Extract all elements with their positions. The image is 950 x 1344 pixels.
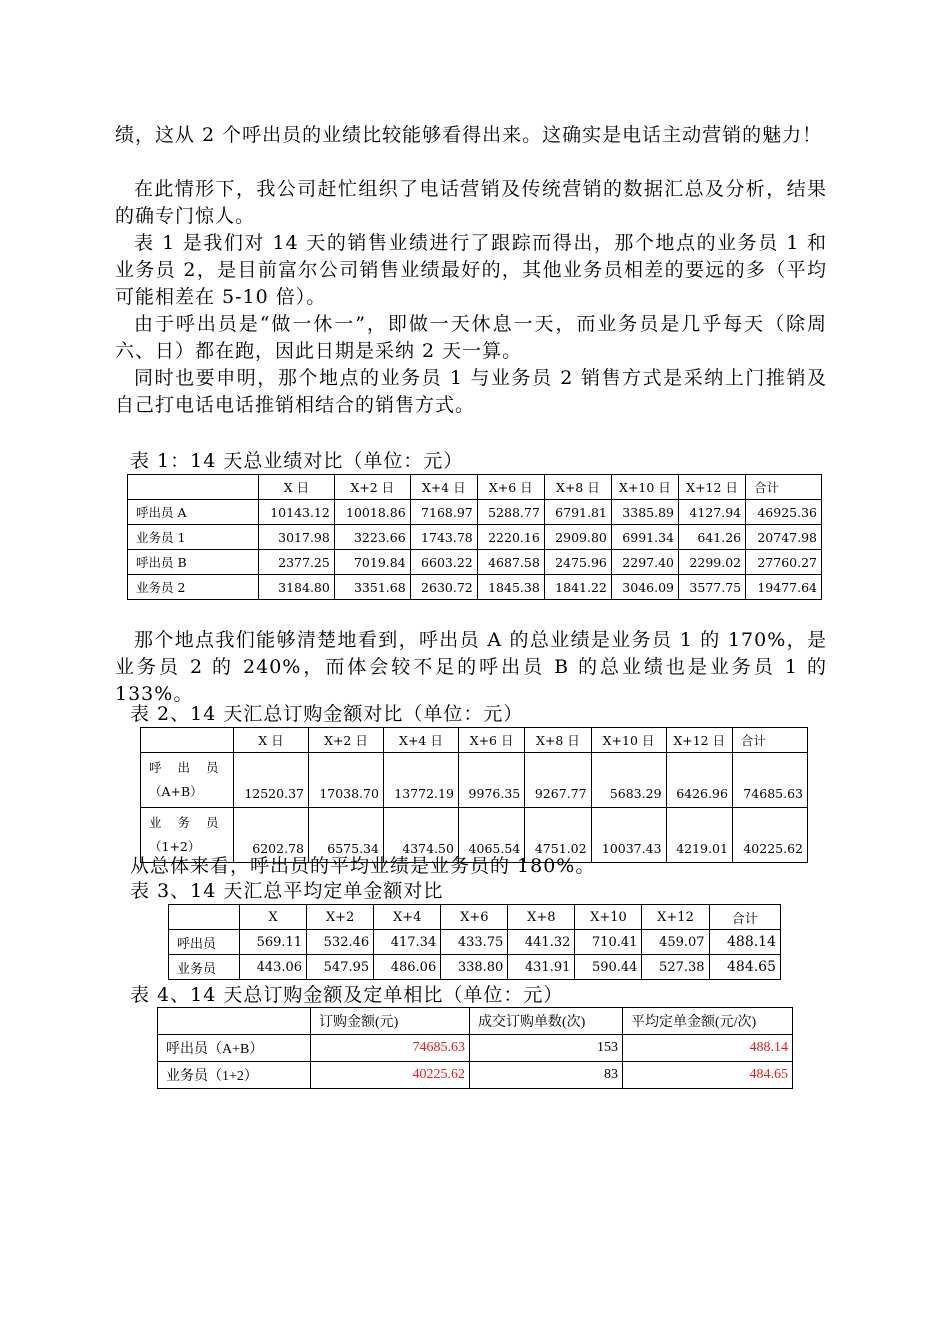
table1-header-cell: X+12 日 <box>679 475 746 500</box>
table-cell: 4751.02 <box>525 808 591 863</box>
table-cell: 486.06 <box>374 955 441 980</box>
table-row <box>128 575 822 600</box>
row-label: 业务员 1 <box>128 525 259 550</box>
table-cell: 74685.63 <box>311 1035 470 1062</box>
table1-header-row <box>128 475 822 500</box>
table-cell: 2297.40 <box>611 550 678 575</box>
table-cell: 488.14 <box>709 930 780 955</box>
table1-header-cell: X+8 日 <box>544 475 611 500</box>
table-cell: 2220.16 <box>477 525 544 550</box>
table-cell: 3351.68 <box>334 575 410 600</box>
table-cell: 4687.58 <box>477 550 544 575</box>
table-cell: 5288.77 <box>477 500 544 525</box>
row-label <box>141 753 234 808</box>
table2-header-cell <box>141 728 234 753</box>
table-cell: 710.41 <box>575 930 642 955</box>
table3-header-cell: X+2 <box>307 905 374 930</box>
table-cell: 5683.29 <box>591 753 666 808</box>
row-label: 业务员（1+2） <box>158 1062 311 1089</box>
table-row <box>169 955 781 980</box>
table1-header-cell <box>128 475 259 500</box>
row-label: 呼出员 B <box>128 550 259 575</box>
table1 <box>127 474 822 600</box>
table3-header-cell: X+8 <box>508 905 575 930</box>
table-cell: 417.34 <box>374 930 441 955</box>
table-cell: 9976.35 <box>458 753 524 808</box>
table-cell: 10037.43 <box>591 808 666 863</box>
table-cell: 10143.12 <box>259 500 335 525</box>
table-cell: 6426.96 <box>666 753 732 808</box>
table4-header-cell: 订购金额(元) <box>311 1008 470 1035</box>
paragraph-3: 表 1 是我们对 14 天的销售业绩进行了跟踪而得出，那个地点的业务员 1 和业务员 2，是目前富尔公司销售业绩最好的，其他业务员相差的要远的多（平均可能相差在 5-10 倍）。 <box>115 232 827 308</box>
table-cell: 40225.62 <box>311 1062 470 1089</box>
table-cell: 338.80 <box>441 955 508 980</box>
table1-caption: 表 1：14 天总业绩对比（单位：元） <box>130 450 464 472</box>
table3-header-row <box>169 905 781 930</box>
table-cell: 12520.37 <box>234 753 309 808</box>
table-row <box>158 1062 793 1089</box>
table-cell: 4219.01 <box>666 808 732 863</box>
paragraph-2: 在此情形下，我公司赶忙组织了电话营销及传统营销的数据汇总及分析，结果的确专门惊人。 <box>115 178 827 227</box>
row-label: 业务员 <box>169 955 240 980</box>
table-row <box>128 500 822 525</box>
table-cell: 19477.64 <box>746 575 822 600</box>
row-label-line1: 呼 出 员 <box>149 760 225 775</box>
table-cell: 527.38 <box>642 955 709 980</box>
row-label: 业务员 2 <box>128 575 259 600</box>
table-cell: 4374.50 <box>383 808 458 863</box>
table-cell: 7168.97 <box>410 500 477 525</box>
table-cell: 7019.84 <box>334 550 410 575</box>
table-cell: 6791.81 <box>544 500 611 525</box>
table2-header-cell: X+4 日 <box>383 728 458 753</box>
table1-header-cell: X+4 日 <box>410 475 477 500</box>
paragraph-after-table2: 从总体来看，呼出员的平均业绩是业务员的 180%。 <box>130 855 596 877</box>
table4-header-cell: 平均定单金额(元/次) <box>623 1008 793 1035</box>
table-cell: 27760.27 <box>746 550 822 575</box>
table-cell: 6575.34 <box>308 808 383 863</box>
table-cell: 13772.19 <box>383 753 458 808</box>
table-cell: 3046.09 <box>611 575 678 600</box>
table3-header-cell: X+4 <box>374 905 441 930</box>
table2-caption: 表 2、14 天汇总订购金额对比（单位：元） <box>130 703 524 725</box>
table-row <box>128 525 822 550</box>
table-cell: 153 <box>470 1035 623 1062</box>
table-cell: 590.44 <box>575 955 642 980</box>
table-cell: 46925.36 <box>746 500 822 525</box>
table-cell: 569.11 <box>240 930 307 955</box>
table-cell: 74685.63 <box>732 753 807 808</box>
paragraph-4: 由于呼出员是“做一休一”，即做一天休息一天，而业务员是几乎每天（除周六、日）都在跑，因此日期是采纳 2 天一算。 <box>115 313 827 362</box>
table-cell: 1743.78 <box>410 525 477 550</box>
table-cell: 1841.22 <box>544 575 611 600</box>
table2 <box>140 727 808 863</box>
row-label: 呼出员（A+B） <box>158 1035 311 1062</box>
table-row <box>169 930 781 955</box>
paragraph-1: 绩，这从 2 个呼出员的业绩比较能够看得出来。这确实是电话主动营销的魅力！ <box>115 124 823 146</box>
table-cell: 2377.25 <box>259 550 335 575</box>
table2-header-row <box>141 728 808 753</box>
table3-header-cell: X+12 <box>642 905 709 930</box>
table-cell: 2475.96 <box>544 550 611 575</box>
table4-header-cell: 成交订购单数(次) <box>470 1008 623 1035</box>
row-label: 呼出员 <box>169 930 240 955</box>
paragraph-5: 同时也要申明，那个地点的业务员 1 与业务员 2 销售方式是采纳上门推销及自己打电话电话推销相结合的销售方式。 <box>115 367 827 416</box>
table-cell: 6603.22 <box>410 550 477 575</box>
table-cell: 488.14 <box>623 1035 793 1062</box>
table3-header-cell <box>169 905 240 930</box>
table-cell: 433.75 <box>441 930 508 955</box>
table-cell: 2630.72 <box>410 575 477 600</box>
table-cell: 17038.70 <box>308 753 383 808</box>
table4-header-row <box>158 1008 793 1035</box>
row-label-line1: 业 务 员 <box>149 815 225 830</box>
table1-header-cell: X+10 日 <box>611 475 678 500</box>
table-cell: 641.26 <box>679 525 746 550</box>
table2-header-cell: X+8 日 <box>525 728 591 753</box>
table-cell: 459.07 <box>642 930 709 955</box>
table-cell: 547.95 <box>307 955 374 980</box>
table3-header-cell: X+10 <box>575 905 642 930</box>
table3 <box>168 904 781 980</box>
table-cell: 40225.62 <box>732 808 807 863</box>
table-cell: 6202.78 <box>234 808 309 863</box>
table-cell: 9267.77 <box>525 753 591 808</box>
table-cell: 4127.94 <box>679 500 746 525</box>
table-cell: 3017.98 <box>259 525 335 550</box>
paragraph-after-table1: 那个地点我们能够清楚地看到，呼出员 A 的总业绩是业务员 1 的 170%，是业务员 2 的 240%，而体会较不足的呼出员 B 的总业绩也是业务员 1 的 133%。 <box>115 629 827 705</box>
table4-caption: 表 4、14 天总订购金额及定单相比（单位：元） <box>130 984 564 1006</box>
table3-header-cell: 合计 <box>709 905 780 930</box>
table2-header-cell: X+6 日 <box>458 728 524 753</box>
table-cell: 2909.80 <box>544 525 611 550</box>
table-cell: 484.65 <box>709 955 780 980</box>
table-row <box>158 1035 793 1062</box>
table-cell: 484.65 <box>623 1062 793 1089</box>
row-label-line2: （A+B） <box>149 784 203 799</box>
table4-header-cell <box>158 1008 311 1035</box>
table1-header-cell: X+6 日 <box>477 475 544 500</box>
table-cell: 10018.86 <box>334 500 410 525</box>
table-row <box>128 550 822 575</box>
table2-header-cell: X+12 日 <box>666 728 732 753</box>
table-cell: 83 <box>470 1062 623 1089</box>
table2-header-cell: X+10 日 <box>591 728 666 753</box>
table1-header-cell: X 日 <box>259 475 335 500</box>
table3-caption: 表 3、14 天汇总平均定单金额对比 <box>130 880 444 902</box>
row-label: 呼出员 A <box>128 500 259 525</box>
table-cell: 6991.34 <box>611 525 678 550</box>
table-cell: 1845.38 <box>477 575 544 600</box>
table2-header-cell: 合计 <box>732 728 807 753</box>
table-cell: 2299.02 <box>679 550 746 575</box>
table-cell: 3577.75 <box>679 575 746 600</box>
table-cell: 20747.98 <box>746 525 822 550</box>
table4 <box>157 1007 793 1089</box>
table3-header-cell: X+6 <box>441 905 508 930</box>
table-cell: 3184.80 <box>259 575 335 600</box>
table1-header-cell: X+2 日 <box>334 475 410 500</box>
table1-header-cell: 合计 <box>746 475 822 500</box>
table2-header-cell: X+2 日 <box>308 728 383 753</box>
row-label-line2: （1+2） <box>149 839 201 854</box>
table-row <box>141 753 808 808</box>
table-cell: 3223.66 <box>334 525 410 550</box>
table-cell: 4065.54 <box>458 808 524 863</box>
table-cell: 532.46 <box>307 930 374 955</box>
table3-header-cell: X <box>240 905 307 930</box>
table-cell: 441.32 <box>508 930 575 955</box>
table-cell: 3385.89 <box>611 500 678 525</box>
table-cell: 431.91 <box>508 955 575 980</box>
table-cell: 443.06 <box>240 955 307 980</box>
table2-header-cell: X 日 <box>234 728 309 753</box>
